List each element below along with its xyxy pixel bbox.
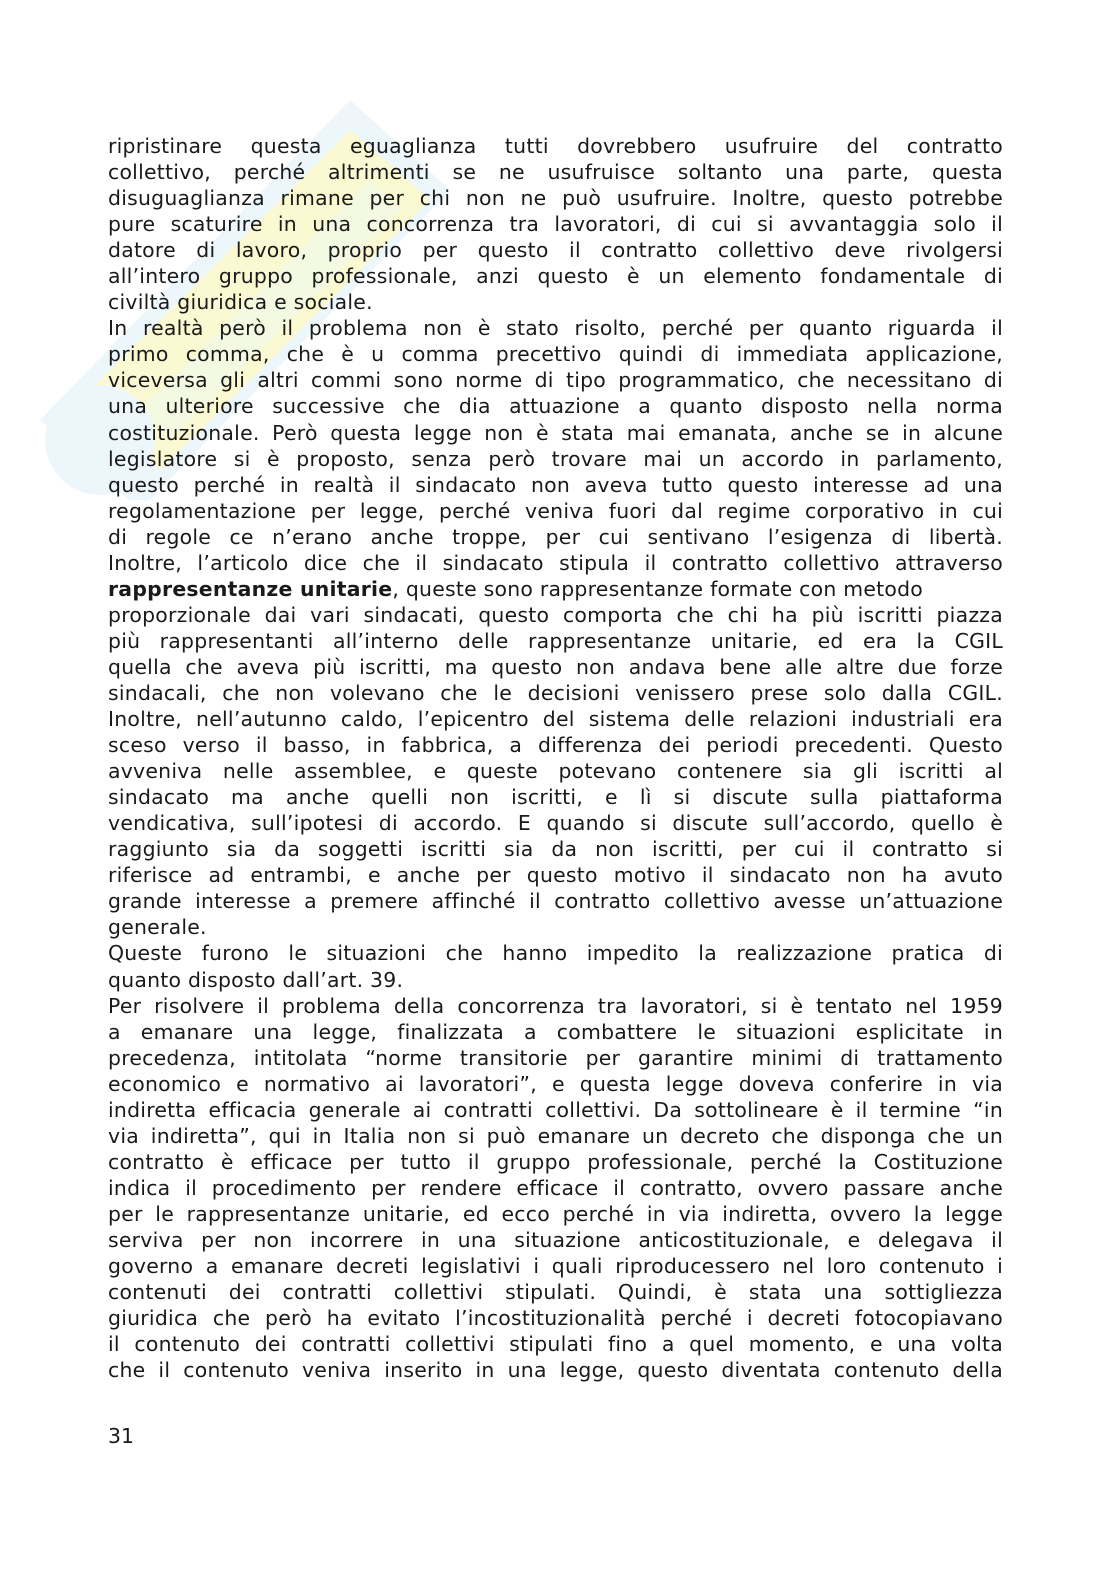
text-line: grande interesse a premere affinché il contratto collettivo avesse un’attuazione (108, 889, 1003, 914)
text-line: raggiunto sia da soggetti iscritti sia da non iscritti, per cui il contratto si (108, 837, 1003, 862)
text-line: sceso verso il basso, in fabbrica, a differenza dei periodi precedenti. Questo (108, 733, 1003, 758)
text-line: Inoltre, nell’autunno caldo, l’epicentro del sistema delle relazioni industriali era (108, 707, 1003, 732)
text-line: costituzionale. Però questa legge non è stata mai emanata, anche se in alcune (108, 420, 1003, 445)
text-line: all’intero gruppo professionale, anzi questo è un elemento fondamentale di (108, 264, 1003, 289)
text-line: civiltà giuridica e sociale. (108, 290, 373, 315)
text-line: di regole ce n’erano anche troppe, per cui sentivano l’esigenza di libertà. (108, 524, 1003, 549)
text-line: indica il procedimento per rendere efficace il contratto, ovvero passare anche (108, 1175, 1003, 1200)
text-line: viceversa gli altri commi sono norme di tipo programmatico, che necessitano di (108, 368, 1003, 393)
text-line: avveniva nelle assemblee, e queste potevano contenere sia gli iscritti al (108, 759, 1003, 784)
text-line: Per risolvere il problema della concorrenza tra lavoratori, si è tentato nel 1959 (108, 993, 1003, 1018)
text-line: serviva per non incorrere in una situazione anticostituzionale, e delegava il (108, 1227, 1003, 1252)
text-line: a emanare una legge, finalizzata a combattere le situazioni esplicitate in (108, 1019, 1003, 1044)
text-line: disuguaglianza rimane per chi non ne può usufruire. Inoltre, questo potrebbe (108, 186, 1003, 211)
text-line: quella che aveva più iscritti, ma questo non andava bene alle altre due forze (108, 654, 1003, 679)
text-fragment: , queste sono rappresentanze formate con metodo (392, 576, 924, 601)
text-line: il contenuto dei contratti collettivi stipulati fino a quel momento, e una volta (108, 1332, 1003, 1357)
text-line: sindacali, che non volevano che le decisioni venissero prese solo dalla CGIL. (108, 680, 1003, 705)
text-line: giuridica che però ha evitato l’incostituzionalità perché i decreti fotocopiavano (108, 1306, 1003, 1331)
text-line: pure scaturire in una concorrenza tra lavoratori, di cui si avvantaggia solo il (108, 212, 1003, 237)
text-line: che il contenuto veniva inserito in una legge, questo diventata contenuto della (108, 1358, 1003, 1383)
text-line: contenuti dei contratti collettivi stipulati. Quindi, è stata una sottigliezza (108, 1280, 1003, 1305)
text-line: una ulteriore successive che dia attuazione a quanto disposto nella norma (108, 394, 1003, 419)
text-line: per le rappresentanze unitarie, ed ecco perché in via indiretta, ovvero la legge (108, 1201, 1003, 1226)
text-line: datore di lavoro, proprio per questo il contratto collettivo deve rivolgersi (108, 238, 1003, 263)
text-line: Inoltre, l’articolo dice che il sindacato stipula il contratto collettivo attraverso (108, 550, 1003, 575)
text-line: più rappresentanti all’interno delle rappresentanze unitarie, ed era la CGIL (108, 628, 1003, 653)
page-number: 31 (108, 1424, 134, 1448)
text-line: vendicativa, sull’ipotesi di accordo. E quando si discute sull’accordo, quello è (108, 811, 1003, 836)
bold-term: rappresentanze unitarie (108, 576, 393, 601)
text-line-with-bold (108, 576, 1003, 602)
body-text (108, 133, 1003, 1383)
text-line: contratto è efficace per tutto il gruppo professionale, perché la Costituzione (108, 1149, 1003, 1174)
text-line: In realtà però il problema non è stato risolto, perché per quanto riguarda il (108, 316, 1003, 341)
text-line: Queste furono le situazioni che hanno impedito la realizzazione pratica di (108, 941, 1003, 966)
text-line: proporzionale dai vari sindacati, questo comporta che chi ha più iscritti piazza (108, 602, 1003, 627)
text-line: economico e normativo ai lavoratori”, e questa legge doveva conferire in via (108, 1071, 1003, 1096)
text-line: regolamentazione per legge, perché veniva fuori dal regime corporativo in cui (108, 498, 1003, 523)
text-line: collettivo, perché altrimenti se ne usufruisce soltanto una parte, questa (108, 160, 1003, 185)
text-line: quanto disposto dall’art. 39. (108, 967, 404, 992)
text-line: questo perché in realtà il sindacato non aveva tutto questo interesse ad una (108, 472, 1003, 497)
text-line: ripristinare questa eguaglianza tutti dovrebbero usufruire del contratto (108, 134, 1003, 158)
text-line: legislatore si è proposto, senza però trovare mai un accordo in parlamento, (108, 446, 1003, 471)
text-line: riferisce ad entrambi, e anche per questo motivo il sindacato non ha avuto (108, 863, 1003, 888)
text-line: indiretta efficacia generale ai contratti collettivi. Da sottolineare è il termine “in (108, 1097, 1003, 1122)
text-line: generale. (108, 915, 207, 940)
text-line: via indiretta”, qui in Italia non si può emanare un decreto che disponga che un (108, 1123, 1003, 1148)
text-line: governo a emanare decreti legislativi i quali riproducessero nel loro contenuto i (108, 1254, 1003, 1279)
text-line: sindacato ma anche quelli non iscritti, e lì si discute sulla piattaforma (108, 785, 1003, 810)
text-line: precedenza, intitolata “norme transitorie per garantire minimi di trattamento (108, 1045, 1003, 1070)
text-line: primo comma, che è u comma precettivo quindi di immediata applicazione, (108, 342, 1003, 367)
